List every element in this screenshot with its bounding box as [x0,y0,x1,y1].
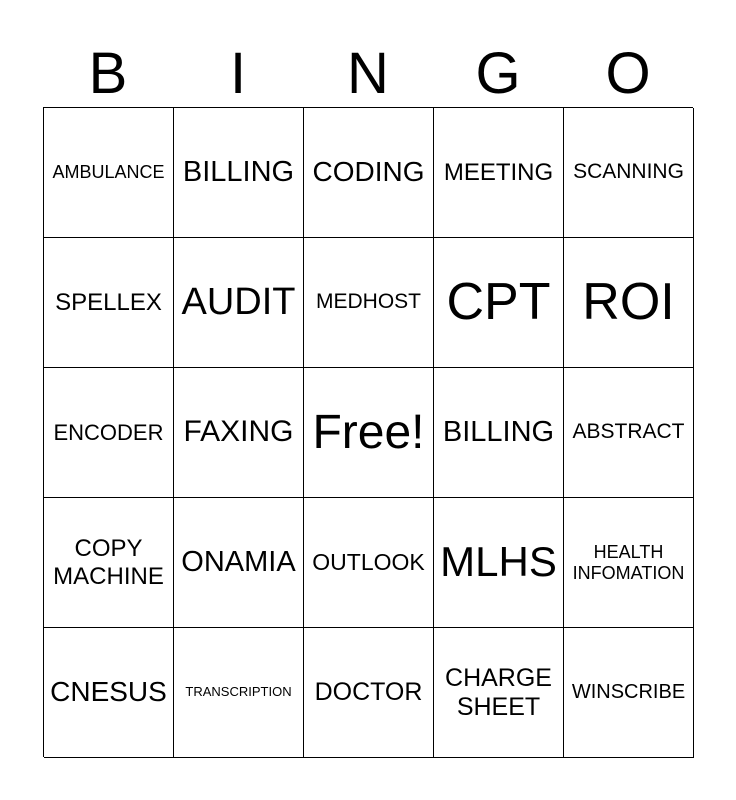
bingo-cell-r3-c1[interactable]: ENCODER [44,368,174,498]
bingo-cell-r4-c5[interactable]: HEALTH INFOMATION [564,498,694,628]
bingo-cell-r2-c3[interactable]: MEDHOST [304,238,434,368]
bingo-cell-r2-c5[interactable]: ROI [564,238,694,368]
bingo-cell-r1-c5[interactable]: SCANNING [564,108,694,238]
bingo-board [43,107,693,757]
bingo-cell-r1-c2[interactable]: BILLING [174,108,304,238]
bingo-cell-r1-c3[interactable]: CODING [304,108,434,238]
bingo-cell-r4-c1[interactable]: COPY MACHINE [44,498,174,628]
bingo-cell-r2-c1[interactable]: SPELLEX [44,238,174,368]
bingo-cell-r1-c1[interactable]: AMBULANCE [44,108,174,238]
bingo-cell-r2-c2[interactable]: AUDIT [174,238,304,368]
bingo-cell-r3-c5[interactable]: ABSTRACT [564,368,694,498]
header-letter-g: G [475,41,521,106]
bingo-cell-r5-c5[interactable]: WINSCRIBE [564,628,694,758]
bingo-cell-r3-c4[interactable]: BILLING [434,368,564,498]
free-space-cell[interactable]: Free! [304,368,434,498]
bingo-cell-r5-c2[interactable]: TRANSCRIPTION [174,628,304,758]
bingo-cell-r3-c2[interactable]: FAXING [174,368,304,498]
bingo-cell-r2-c4[interactable]: CPT [434,238,564,368]
bingo-cell-r5-c4[interactable]: CHARGE SHEET [434,628,564,758]
bingo-cell-r1-c4[interactable]: MEETING [434,108,564,238]
bingo-cell-r4-c2[interactable]: ONAMIA [174,498,304,628]
bingo-cell-r5-c1[interactable]: CNESUS [44,628,174,758]
bingo-cell-r5-c3[interactable]: DOCTOR [304,628,434,758]
header-letter-b: B [88,41,128,106]
header-letter-o: O [605,41,651,106]
header-letter-n: N [347,41,389,106]
bingo-header [43,40,693,108]
bingo-cell-r4-c3[interactable]: OUTLOOK [304,498,434,628]
header-letter-i: I [229,41,247,106]
bingo-cell-r4-c4[interactable]: MLHS [434,498,564,628]
